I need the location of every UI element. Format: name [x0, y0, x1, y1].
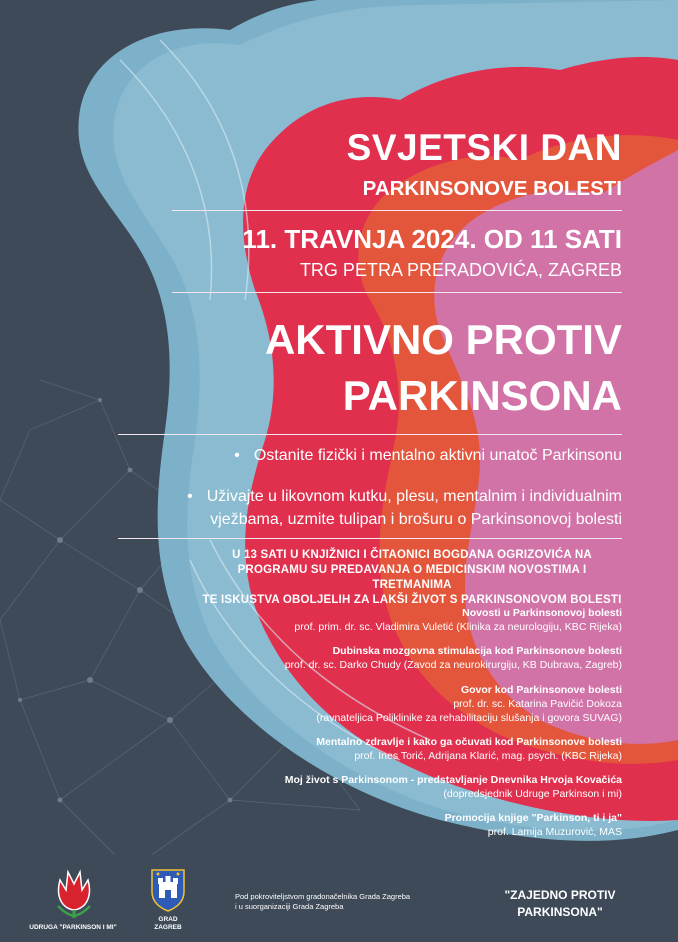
program-lead-line: U 13 SATI U KNJIŽNICI I ČITAONICI BOGDANA OGRIZOVIĆA NA	[232, 549, 592, 561]
talk-item	[294, 606, 622, 634]
talk-speaker: prof. dr. sc. Katarina Pavičić Dokoza	[453, 698, 622, 710]
talk-item	[285, 773, 622, 801]
slogan-line-2: PARKINSONA	[342, 372, 622, 419]
patronage-line: Pod pokroviteljstvom gradonačelnika Grada Zagreba	[235, 892, 411, 901]
program-lead-line: PROGRAMU SU PREDAVANJA O MEDICINSKIM NOVOSTIMA I TRETMANIMA	[237, 564, 587, 591]
event-date: 11. TRAVNJA 2024. OD 11 SATI	[242, 224, 622, 254]
event-subtitle: PARKINSONOVE BOLESTI	[362, 177, 622, 200]
talk-item	[316, 683, 622, 725]
divider-3	[118, 434, 622, 435]
slogan-line-1: AKTIVNO PROTIV	[264, 316, 622, 363]
talk-speaker: prof. dr. sc. Darko Chudy (Zavod za neurokirurgiju, KB Dubrava, Zagreb)	[284, 659, 622, 671]
footer-motto-line: PARKINSONA"	[517, 905, 603, 919]
talk-title: Moj život s Parkinsonom - predstavljanje Dnevnika Hrvoja Kovačića	[284, 774, 622, 786]
program-lead	[202, 548, 622, 608]
footer-motto-line: "ZAJEDNO PROTIV	[504, 888, 616, 902]
city-label-line: GRAD	[158, 916, 178, 923]
talk-speaker: (dopredsjednik Udruge Parkinson i mi)	[443, 788, 622, 800]
talk-title: Govor kod Parkinsonove bolesti	[460, 684, 622, 696]
bullet-text: Ostanite fizički i mentalno aktivni unatoč Parkinsonu	[253, 447, 622, 464]
bullet-dot: •	[187, 488, 193, 505]
talk-title: Promocija knjige "Parkinson, ti i ja"	[444, 812, 622, 824]
talk-item	[285, 644, 622, 672]
talk-speaker: prof. prim. dr. sc. Vladimira Vuletić (Klinika za neurologiju, KBC Rijeka)	[294, 621, 622, 633]
bullet-dot: •	[234, 447, 240, 464]
patronage-note	[235, 892, 410, 912]
divider-2	[172, 292, 622, 293]
talk-speaker: prof. Ines Torić, Adrijana Klarić, mag. psych. (KBC Rijeka)	[354, 750, 622, 762]
slogan	[62, 312, 622, 424]
divider-1	[172, 210, 622, 211]
tulip-logo-icon	[50, 860, 98, 920]
program-lead-line: TE ISKUSTVA OBOLJELIH ZA LAKŠI ŽIVOT S PARKINSONOVOM BOLESTI	[202, 594, 622, 606]
talk-title: Mentalno zdravlje i kako ga očuvati kod Parkinsonove bolesti	[316, 736, 622, 748]
city-label	[138, 916, 198, 932]
bullet-item	[102, 485, 622, 531]
event-location: TRG PETRA PRERADOVIĆA, ZAGREB	[299, 260, 622, 280]
talk-title: Dubinska mozgovna stimulacija kod Parkinsonove bolesti	[332, 645, 622, 657]
bullet-text-cont: vježbama, uzmite tulipan i brošuru o Parkinsonovoj bolesti	[210, 511, 622, 528]
talk-item	[316, 735, 622, 763]
city-label-line: ZAGREB	[154, 924, 182, 931]
zagreb-coat-of-arms-icon	[150, 866, 186, 912]
talk-speaker-affiliation: (ravnateljica Poliklinike za rehabilitaciju slušanja i govora SUVAG)	[316, 712, 622, 724]
talk-speaker: prof. Lamija Muzurović, MAS	[487, 826, 622, 838]
bullet-text: Uživajte u likovnom kutku, plesu, mentalnim i individualnim	[206, 488, 622, 505]
talk-item	[445, 811, 622, 839]
patronage-line: i u suorganizaciji Grada Zagreba	[235, 902, 344, 911]
association-label: UDRUGA "PARKINSON I MI"	[29, 924, 117, 931]
bullet-item	[234, 444, 622, 467]
talk-title: Novosti u Parkinsonovoj bolesti	[462, 607, 622, 619]
event-title: SVJETSKI DAN	[346, 127, 622, 168]
footer-motto	[490, 887, 630, 921]
divider-4	[118, 538, 622, 539]
